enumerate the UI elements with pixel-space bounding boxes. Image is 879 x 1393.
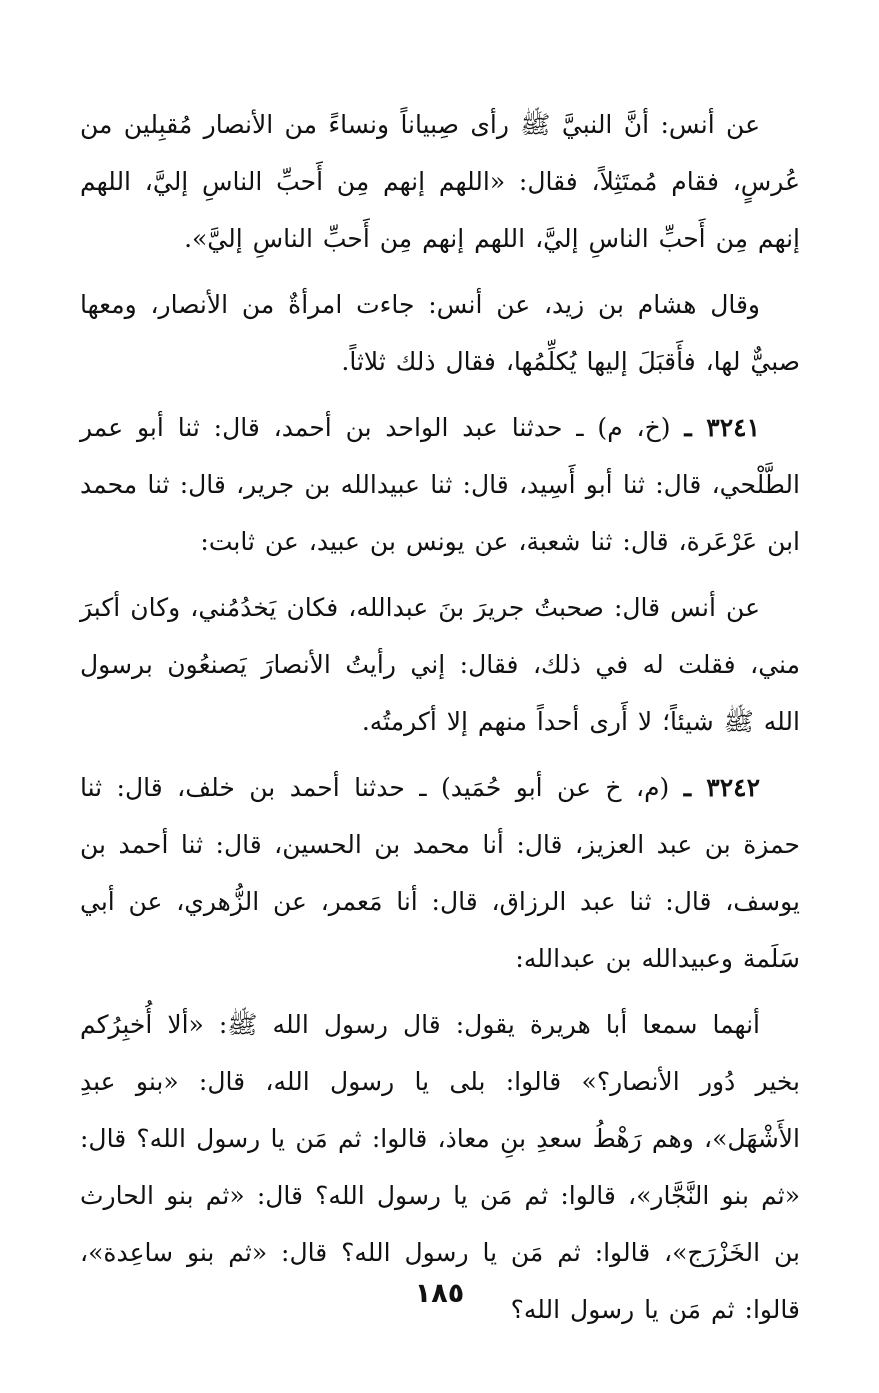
- hadith-number: ٣٢٤١ ـ: [684, 413, 760, 442]
- paragraph-text: عن أنس: أنَّ النبيَّ ﷺ رأى صِبياناً ونساءً من الأنصار مُقبِلين من عُرسٍ، فقام مُمتَثِلاً، فقال: «اللهم إنهم مِن أَحبِّ الناسِ إليَّ، اللهم إنهم مِن أَحبِّ الناسِ إليَّ، اللهم إنهم مِن أَحبِّ الناسِ إليَّ».: [80, 110, 800, 253]
- hadith-3241-isnad: [80, 399, 800, 570]
- paragraph-text: أنهما سمعا أبا هريرة يقول: قال رسول الله ﷺ: «ألا أُخبِرُكم بخير دُور الأنصار؟» قالوا: بلى يا رسول الله، قال: «بنو عبدِ الأَشْهَل»، وهم رَهْطُ سعدِ بنِ معاذ، قالوا: ثم مَن يا رسول الله؟ قال: «ثم بنو النَّجَّار»، قالوا: ثم مَن يا رسول الله؟ قال: «ثم بنو الحارث بن الخَزْرَج»، قالوا: ثم مَن يا رسول الله؟ قال: «ثم بنو ساعِدة»، قالوا: ثم مَن يا رسول الله؟: [80, 1010, 800, 1324]
- hadith-3242-isnad: [80, 759, 800, 987]
- paragraph-text: وقال هشام بن زيد، عن أنس: جاءت امرأةٌ من الأنصار، ومعها صبيٌّ لها، فأَقبَلَ إليها يُكلِّمُها، فقال ذلك ثلاثاً.: [80, 290, 800, 376]
- page-body: [80, 96, 800, 1347]
- page-number: ١٨٥: [414, 1278, 465, 1309]
- paragraph-2: [80, 276, 800, 390]
- paragraph-text: (خ، م) ـ حدثنا عبد الواحد بن أحمد، قال: ثنا أبو عمر الطَّلْحي، قال: ثنا أبو أَسِيد، قال: ثنا عبيدالله بن جرير، قال: ثنا محمد ابن عَرْعَرة، قال: ثنا شعبة، عن يونس بن عبيد، عن ثابت:: [80, 413, 800, 556]
- paragraph-1: [80, 96, 800, 267]
- hadith-3241-matn: [80, 579, 800, 750]
- paragraph-text: (م، خ عن أبو حُمَيد) ـ حدثنا أحمد بن خلف، قال: ثنا حمزة بن عبد العزيز، قال: أنا محمد بن الحسين، قال: ثنا أحمد بن يوسف، قال: ثنا عبد الرزاق، قال: أنا مَعمر، عن الزُّهري، عن أبي سَلَمة وعبيدالله بن عبدالله:: [80, 773, 800, 973]
- hadith-number: ٣٢٤٢ ـ: [683, 773, 760, 802]
- paragraph-text: عن أنس قال: صحبتُ جريرَ بنَ عبدالله، فكان يَخدُمُني، وكان أكبرَ مني، فقلت له في ذلك، فقال: إني رأيتُ الأنصارَ يَصنعُون برسول الله ﷺ شيئاً؛ لا أَرى أحداً منهم إلا أكرمتُه.: [80, 593, 800, 736]
